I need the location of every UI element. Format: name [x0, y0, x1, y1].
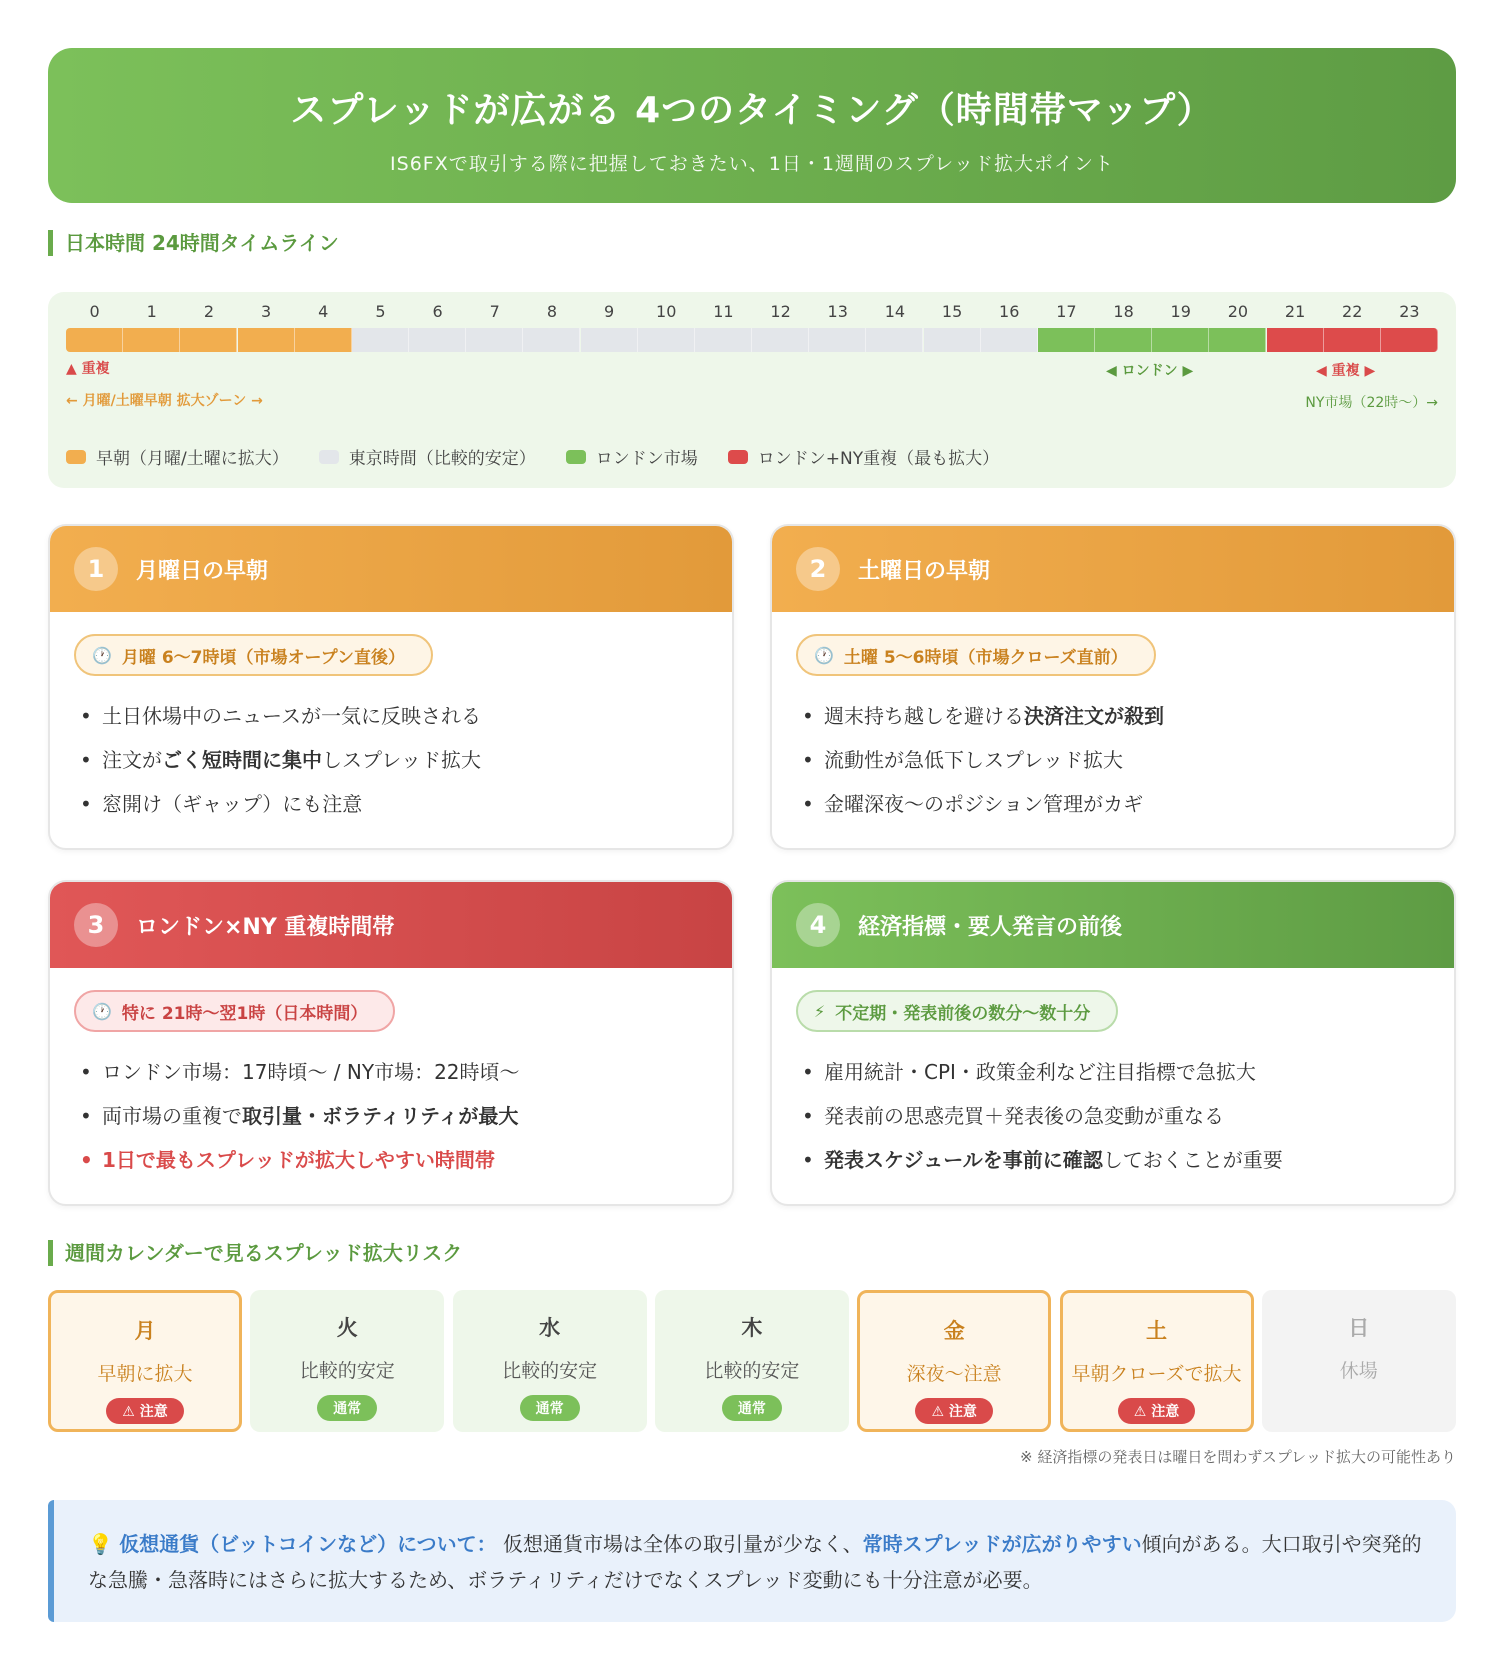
week-section-title: 週間カレンダーで見るスプレッド拡大リスク: [48, 1240, 462, 1266]
bullet-text: 土日休場中のニュースが一気に反映される: [102, 704, 481, 728]
card-monday-morning: [48, 524, 734, 850]
day-description: 比較的安定: [299, 1360, 395, 1382]
day-cell: [655, 1290, 849, 1432]
card-title: 月曜日の早朝: [136, 558, 269, 584]
bullet-item: [80, 1050, 732, 1094]
bullet-item: [80, 1094, 732, 1138]
card-title: 土曜日の早朝: [858, 558, 991, 584]
timeline-segment: [695, 328, 752, 352]
bullet-text: 発表前の思惑売買＋発表後の急変動が重なる: [824, 1104, 1224, 1128]
caution-badge: ⚠ 注意: [106, 1398, 183, 1424]
timeline-segment: [1038, 328, 1095, 352]
hour-label: 7: [489, 302, 500, 321]
page-subtitle: IS6FXで取引する際に把握しておきたい、1日・1週間のスプレッド拡大ポイント: [390, 153, 1114, 175]
bullet-text: 流動性が急低下しスプレッド拡大: [824, 748, 1123, 772]
legend-item: [728, 444, 999, 469]
card-london-ny-overlap: [48, 880, 734, 1206]
bullet-item: [802, 738, 1454, 782]
day-description: 早朝に拡大: [97, 1363, 193, 1385]
hour-label: 12: [770, 302, 791, 321]
timeline-segment: [1152, 328, 1209, 352]
timeline-segment: [1324, 328, 1381, 352]
legend-label: 早朝（月曜/土曜に拡大）: [96, 449, 289, 469]
day-cell: [857, 1290, 1051, 1432]
morning-zone-mark: ← 月曜/土曜早朝 拡大ゾーン →: [66, 393, 263, 409]
day-description: 早朝クローズで拡大: [1071, 1363, 1242, 1385]
hour-label: 11: [713, 302, 734, 321]
timeline-segment: [123, 328, 180, 352]
day-description: 休場: [1339, 1360, 1378, 1382]
timeline-segment: [866, 328, 923, 352]
bullet-text: 窓開け（ギャップ）にも注意: [102, 792, 363, 816]
hour-label: 5: [375, 302, 386, 321]
card-bullets: [802, 694, 1454, 826]
bullet-text: 両市場の重複で: [102, 1104, 242, 1128]
day-description: 比較的安定: [502, 1360, 598, 1382]
card-header: [772, 882, 1454, 968]
clock-icon: 🕐: [814, 645, 834, 665]
timeline-section-title: 日本時間 24時間タイムライン: [48, 230, 339, 256]
timeline-bar: [66, 328, 1438, 352]
hour-label: 22: [1342, 302, 1363, 321]
timeline-segment: [466, 328, 523, 352]
bullet-item: [802, 1094, 1454, 1138]
day-cell: [1060, 1290, 1254, 1432]
bullet-item: [80, 1138, 732, 1182]
card-saturday-morning: [770, 524, 1456, 850]
timeline-segment: [809, 328, 866, 352]
hour-labels: [66, 302, 1438, 326]
ny-mark: NY市場（22時〜）→: [1305, 395, 1438, 411]
legend-label: ロンドン市場: [595, 449, 698, 469]
timeline-segment: [1209, 328, 1266, 352]
day-cell: [250, 1290, 444, 1432]
bullet-emphasis: 発表スケジュールを事前に確認: [824, 1148, 1103, 1172]
info-text-2: 傾向がある。大口取引や突発的な急騰・急落時にはさらに拡大するため、ボラティリティだけでなくスプレッド変動にも十分注意が必要。: [88, 1532, 1422, 1592]
lightning-icon: ⚡: [814, 1001, 826, 1021]
bullet-text: しておくことが重要: [1102, 1148, 1283, 1172]
hour-label: 15: [941, 302, 963, 321]
overlap-mark-right: ◀ 重複 ▶: [1316, 363, 1376, 379]
legend-swatch: [319, 450, 339, 464]
hour-label: 20: [1227, 302, 1249, 321]
card-number: 1: [74, 547, 118, 591]
legend-label: 東京時間（比較的安定）: [348, 449, 536, 469]
timeline-panel: [48, 292, 1456, 488]
crypto-info-box: [48, 1500, 1456, 1622]
card-economic-indicators: [770, 880, 1456, 1206]
hour-label: 23: [1399, 302, 1420, 321]
day-description: 比較的安定: [704, 1360, 800, 1382]
bullet-text: 雇用統計・CPI・政策金利など注目指標で急拡大: [824, 1060, 1256, 1084]
page-header: [48, 48, 1456, 203]
clock-icon: 🕐: [92, 645, 112, 665]
time-pill-text: 月曜 6〜7時頃（市場オープン直後）: [121, 647, 405, 668]
time-pill: [74, 634, 433, 676]
day-name: 水: [539, 1316, 561, 1340]
legend-swatch: [728, 450, 748, 464]
caution-badge: ⚠ 注意: [915, 1398, 992, 1424]
time-pill: [74, 990, 395, 1032]
bullet-text: 週末持ち越しを避ける: [824, 704, 1024, 728]
timeline-segment: [1381, 328, 1438, 352]
bullet-text: 1日で最もスプレッドが拡大しやすい時間帯: [102, 1148, 495, 1172]
hour-label: 4: [318, 302, 329, 321]
hour-label: 8: [546, 302, 557, 321]
normal-badge: 通常: [520, 1395, 580, 1421]
bullet-item: [802, 782, 1454, 826]
lightbulb-icon: 💡: [88, 1532, 113, 1556]
hour-label: 6: [432, 302, 443, 321]
hour-label: 2: [203, 302, 214, 321]
card-header: [50, 526, 732, 612]
hour-label: 18: [1113, 302, 1134, 321]
card-title: ロンドン×NY 重複時間帯: [136, 914, 395, 940]
card-bullets: [802, 1050, 1454, 1182]
london-mark: ◀ ロンドン ▶: [1106, 363, 1194, 379]
time-pill: [796, 990, 1118, 1032]
normal-badge: 通常: [317, 1395, 377, 1421]
timeline-segment: [295, 328, 352, 352]
clock-icon: 🕐: [92, 1001, 112, 1021]
bullet-item: [80, 738, 732, 782]
card-header: [772, 526, 1454, 612]
info-lead: 仮想通貨（ビットコインなど）について：: [119, 1532, 497, 1556]
bullet-emphasis: 取引量・ボラティリティが最大: [242, 1104, 519, 1128]
day-name: 土: [1146, 1319, 1167, 1343]
hour-label: 10: [656, 302, 677, 321]
bullet-emphasis: 決済注文が殺到: [1024, 704, 1164, 728]
card-bullets: [80, 1050, 732, 1182]
info-text-1: 仮想通貨市場は全体の取引量が少なく、: [496, 1532, 863, 1556]
time-pill-text: 土曜 5〜6時頃（市場クローズ直前）: [843, 647, 1128, 668]
day-name: 金: [943, 1319, 965, 1343]
bullet-text: 注文が: [102, 748, 162, 772]
timeline-segment: [924, 328, 981, 352]
day-cell: [48, 1290, 242, 1432]
card-number: 2: [796, 547, 840, 591]
legend-swatch: [66, 450, 86, 464]
timeline-segment: [752, 328, 809, 352]
day-name: 日: [1348, 1316, 1370, 1340]
timeline-segment: [352, 328, 409, 352]
hour-label: 14: [884, 302, 906, 321]
legend-item: [319, 444, 536, 469]
hour-label: 13: [827, 302, 848, 321]
hour-label: 0: [89, 302, 100, 321]
card-bullets: [80, 694, 732, 826]
timeline-segment: [180, 328, 237, 352]
bullet-emphasis: ごく短時間に集中: [162, 748, 322, 772]
bullet-text: 金曜深夜〜のポジション管理がカギ: [824, 792, 1144, 816]
timeline-segment: [66, 328, 123, 352]
day-description: 深夜〜注意: [906, 1363, 1002, 1385]
hour-label: 3: [260, 302, 272, 321]
overlap-mark-left: ▲ 重複: [66, 361, 110, 377]
time-pill-text: 不定期・発表前後の数分〜数十分: [835, 1003, 1091, 1024]
card-number: 4: [796, 903, 840, 947]
bullet-item: [802, 1138, 1454, 1182]
card-header: [50, 882, 732, 968]
day-name: 木: [741, 1316, 763, 1340]
normal-badge: 通常: [722, 1395, 782, 1421]
hour-label: 21: [1284, 302, 1306, 321]
bullet-text: ロンドン市場：17時頃〜 / NY市場：22時頃〜: [102, 1060, 520, 1084]
day-name: 月: [134, 1319, 156, 1343]
timeline-segment: [638, 328, 695, 352]
bullet-item: [80, 782, 732, 826]
bullet-text: しスプレッド拡大: [322, 748, 481, 772]
timeline-legend: [66, 444, 1029, 469]
timeline-segment: [581, 328, 638, 352]
day-cell: [1262, 1290, 1456, 1432]
info-highlight: 常時スプレッドが広がりやすい: [862, 1532, 1142, 1556]
week-note: ※ 経済指標の発表日は曜日を問わずスプレッド拡大の可能性あり: [1020, 1448, 1456, 1466]
legend-item: [566, 444, 698, 469]
timeline-segment: [1267, 328, 1324, 352]
hour-label: 19: [1170, 302, 1191, 321]
hour-label: 17: [1056, 302, 1077, 321]
hour-label: 9: [603, 302, 615, 321]
page-title: スプレッドが広がる 4つのタイミング（時間帯マップ）: [290, 90, 1214, 131]
time-pill: [796, 634, 1156, 676]
card-number: 3: [74, 903, 118, 947]
hour-label: 1: [146, 302, 157, 321]
time-pill-text: 特に 21時〜翌1時（日本時間）: [121, 1003, 368, 1024]
caution-badge: ⚠ 注意: [1118, 1398, 1195, 1424]
bullet-item: [80, 694, 732, 738]
bullet-item: [802, 694, 1454, 738]
timeline-segment: [238, 328, 295, 352]
hour-label: 16: [999, 302, 1020, 321]
timeline-segment: [523, 328, 580, 352]
day-cell: [453, 1290, 647, 1432]
timeline-segment: [409, 328, 466, 352]
timeline-segment: [1095, 328, 1152, 352]
legend-item: [66, 444, 289, 469]
legend-swatch: [566, 450, 586, 464]
bullet-item: [802, 1050, 1454, 1094]
card-title: 経済指標・要人発言の前後: [858, 914, 1123, 940]
timeline-segment: [981, 328, 1038, 352]
day-name: 火: [336, 1316, 358, 1340]
legend-label: ロンドン+NY重複（最も拡大）: [757, 449, 1000, 469]
